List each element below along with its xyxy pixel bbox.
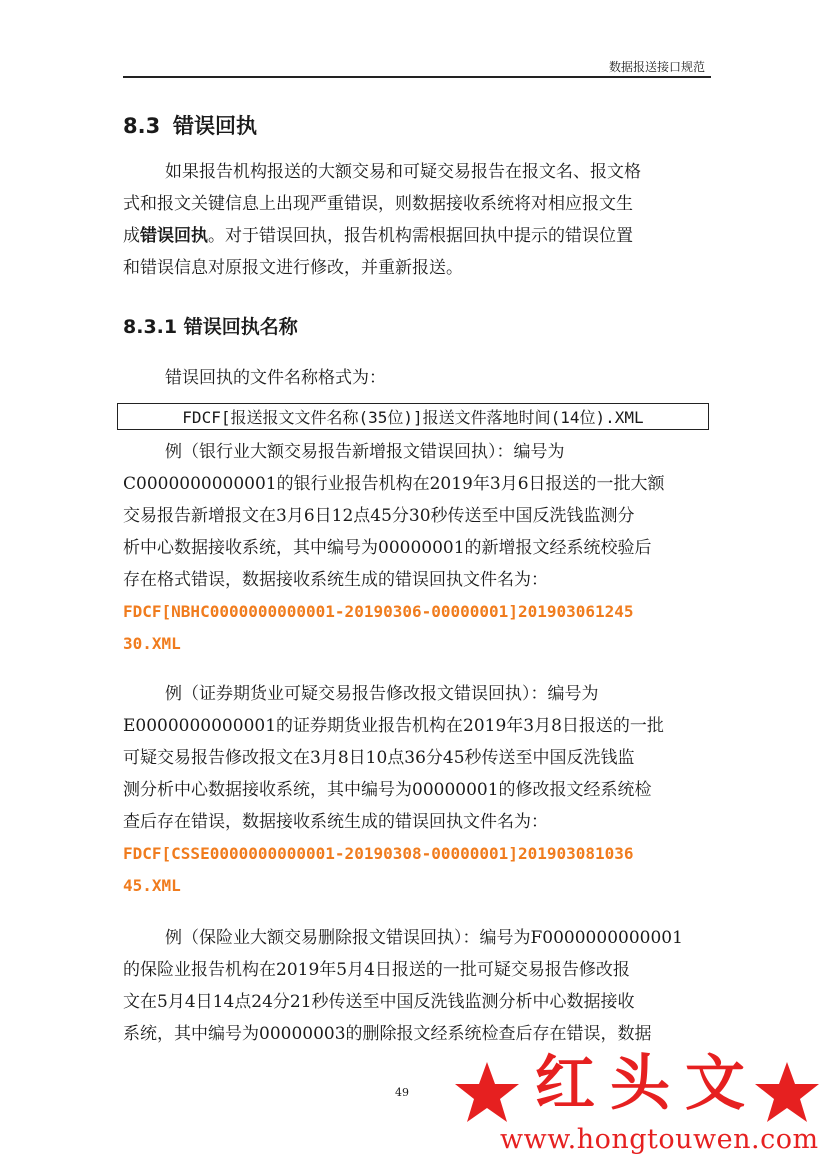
watermark-char-1: 红: [535, 1049, 595, 1119]
text-line: 文在5月4日14点24分21秒传送至中国反洗钱监测分析中心数据接收: [123, 992, 635, 1012]
text-line: 测分析中心数据接收系统，其中编号为00000001的修改报文经系统检: [123, 780, 652, 800]
page-number: 49: [395, 1086, 409, 1099]
watermark-char-2: 头: [610, 1049, 670, 1119]
text-line: 例（证券期货业可疑交易报告修改报文错误回执）：编号为: [165, 684, 599, 704]
text-line: 系统，其中编号为00000003的删除报文经系统检查后存在错误，数据: [123, 1024, 652, 1044]
intro-paragraph: [123, 156, 723, 284]
text-line: 错误回执的文件名称格式为：: [165, 368, 386, 388]
text-line: 和错误信息对原报文进行修改，并重新报送。: [123, 258, 463, 278]
text-line: 交易报告新增报文在3月6日12点45分30秒传送至中国反洗钱监测分: [123, 506, 635, 526]
text-line: E0000000000001的证券期货业报告机构在2019年3月8日报送的一批: [123, 716, 664, 736]
text-line: 可疑交易报告修改报文在3月8日10点36分45秒传送至中国反洗钱监: [123, 748, 635, 768]
example-3: [123, 922, 723, 1050]
format-lead: [123, 362, 723, 394]
text-line: 的保险业报告机构在2019年5月4日报送的一批可疑交易报告修改报: [123, 960, 630, 980]
text-line: 如果报告机构报送的大额交易和可疑交易报告在报文名、报文格: [165, 162, 641, 182]
header-rule: [123, 76, 711, 78]
format-box: FDCF[报送报文文件名称(35位)]报送文件落地时间(14位).XML: [117, 403, 709, 430]
filename-line: FDCF[CSSE0000000000001-20190308-00000001]201903081036: [123, 844, 634, 863]
watermark-url: www.hongtouwen.com: [500, 1124, 819, 1155]
text-line: 析中心数据接收系统，其中编号为00000001的新增报文经系统校验后: [123, 538, 652, 558]
section-number: 8.3: [123, 114, 161, 138]
text-line: [123, 220, 723, 252]
watermark-char-3: 文: [685, 1049, 745, 1119]
text-line: C0000000000001的银行业报告机构在2019年3月6日报送的一批大额: [123, 474, 665, 494]
text-span: 。对于错误回执，报告机构需根据回执中提示的错误位置: [208, 226, 633, 246]
section-title: 错误回执: [173, 114, 257, 138]
text-line: 式和报文关键信息上出现严重错误，则数据接收系统将对相应报文生: [123, 194, 633, 214]
text-line: 例（银行业大额交易报告新增报文错误回执）：编号为: [165, 442, 565, 462]
example-2: [123, 678, 723, 902]
text-line: 存在格式错误，数据接收系统生成的错误回执文件名为：: [123, 570, 548, 590]
filename-line: 30.XML: [123, 634, 181, 653]
text-span: 成: [123, 226, 140, 246]
section-heading: [123, 110, 257, 140]
bold-term: 错误回执: [140, 226, 208, 246]
star-icon: [752, 1060, 822, 1124]
running-header: 数据报送接口规范: [608, 60, 705, 74]
star-icon: [452, 1060, 522, 1124]
subsection-heading: 8.3.1 错误回执名称: [123, 316, 298, 338]
text-line: 查后存在错误，数据接收系统生成的错误回执文件名为：: [123, 812, 548, 832]
filename-line: FDCF[NBHC0000000000001-20190306-00000001]201903061245: [123, 602, 634, 621]
example-1: [123, 436, 723, 660]
text-line: 例（保险业大额交易删除报文错误回执）：编号为F0000000000001: [165, 928, 683, 948]
filename-line: 45.XML: [123, 876, 181, 895]
